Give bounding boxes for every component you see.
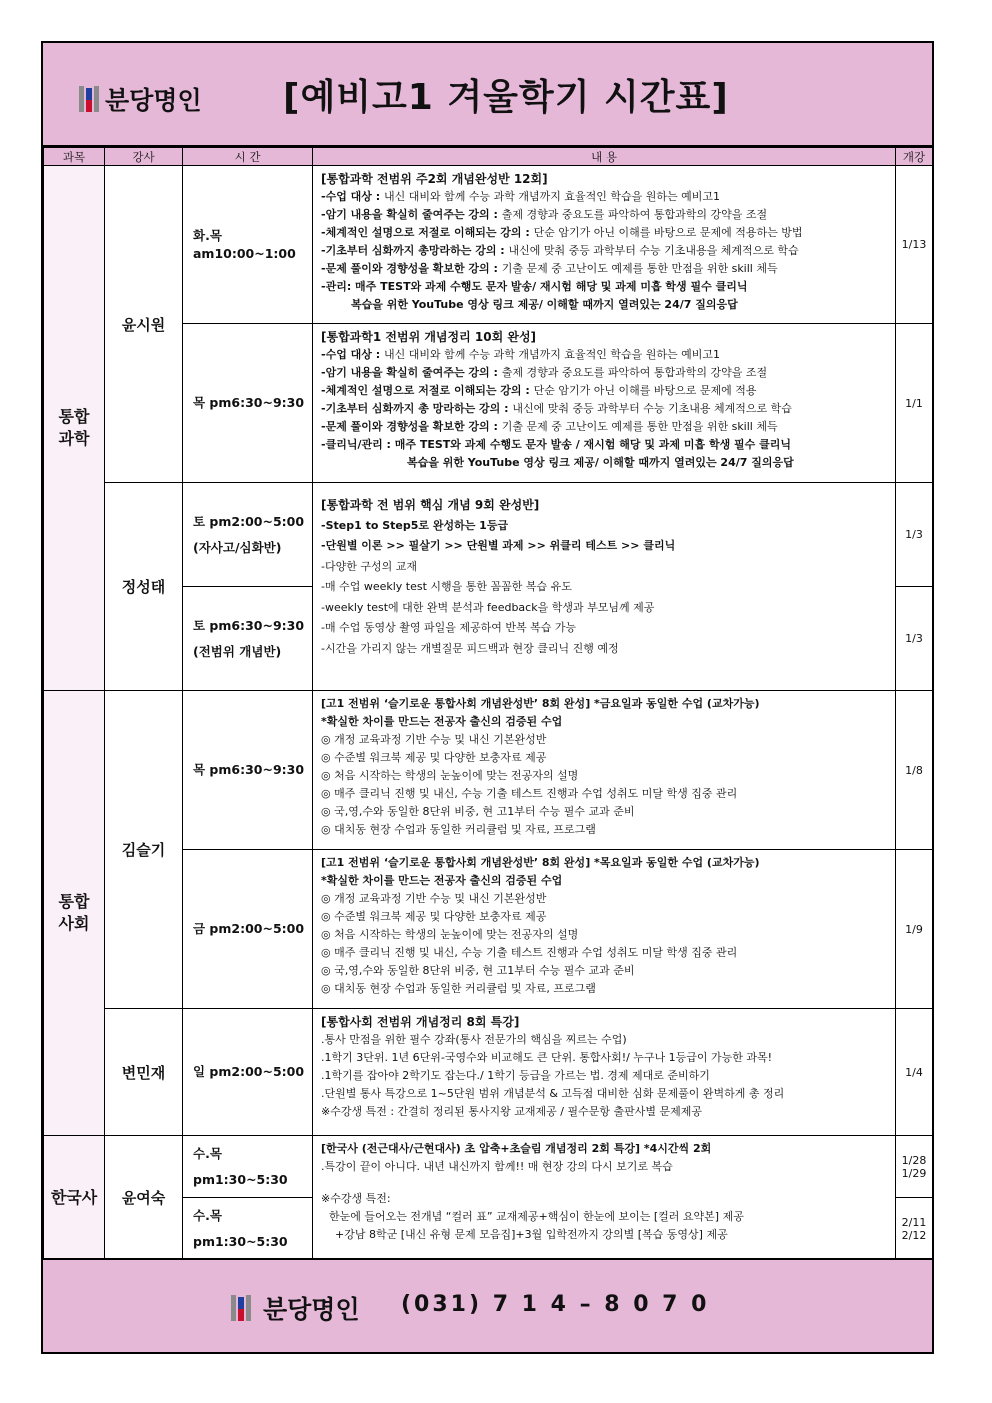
- start-date: 2/11 2/12: [896, 1198, 933, 1260]
- col-header-subject: 과목: [44, 148, 105, 166]
- content-line: ◎ 처음 시작하는 학생의 눈높이에 맞는 전공자의 설명: [321, 769, 579, 782]
- start-date: 1/13: [896, 166, 933, 324]
- content-line: -문제 풀이와 경향성을 확보한 강의 : 기출 문제 중 고난이도 예제를 통한 만점을 위한 skill 체득: [321, 420, 778, 433]
- timetable-frame: [41, 41, 934, 1354]
- content-line: ◎ 국,영,수와 동일한 8단위 비중, 현 고1부터 수능 필수 교과 준비: [321, 805, 635, 818]
- teacher-cell: 윤여숙: [105, 1136, 183, 1260]
- content-line: -암기 내용을 확실히 줄여주는 강의 : 출제 경향과 중요도를 파악하여 통합과학의 강약을 조절: [321, 208, 768, 221]
- logo-icon: [79, 86, 99, 112]
- course-title: [고1 전범위 ‘슬기로운 통합사회 개념완성반’ 8회 완성] *금요일과 동일한 수업 (교차가능): [321, 697, 760, 710]
- time-cell: 목 pm6:30~9:30: [183, 324, 313, 483]
- course-title: [통합사회 전범위 개념정리 8회 특강]: [321, 1015, 520, 1029]
- footer-logo: [231, 1290, 360, 1326]
- content-line: -기초부터 심화까지 총 망라하는 강의 : 내신에 맞춰 중등 과학부터 수능 기초내용 체계적으로 학습: [321, 402, 792, 415]
- start-date: 1/9: [896, 850, 933, 1009]
- course-title: [통합과학1 전범위 개념정리 10회 완성]: [321, 330, 537, 344]
- content-line: .1학기 3단위. 1년 6단위-국영수와 비교해도 큰 단위. 통합사회!/ 누구나 1등급이 가능한 과목!: [321, 1051, 773, 1064]
- content-line: ◎ 개정 교육과정 기반 수능 및 내신 기본완성반: [321, 892, 547, 905]
- content-line: ◎ 수준별 워크북 제공 및 다양한 보충자료 제공: [321, 751, 547, 764]
- phone-number: (031) 7 1 4 – 8 0 7 0: [401, 1292, 710, 1317]
- content-line: -체계적인 설명으로 저절로 이해되는 강의 : 단순 암기가 아닌 이해를 바탕으로 문제에 적용: [321, 384, 757, 397]
- subject-cell: 한국사: [44, 1136, 105, 1260]
- teacher-cell: 윤시원: [105, 166, 183, 483]
- content-cell: [313, 850, 896, 1009]
- content-line: ※수강생 특전 : 간결히 정리된 통사지왕 교재제공 / 필수문항 출판사별 문제제공: [321, 1105, 702, 1118]
- time-cell: 수.목 pm1:30~5:30: [183, 1136, 313, 1198]
- footer-banner: [43, 1258, 932, 1352]
- content-line: .단원별 통사 특강으로 1~5단원 범위 개념분석 & 고득점 대비한 심화 문제풀이 완벽하게 총 정리: [321, 1087, 785, 1100]
- content-line: 복습을 위한 YouTube 영상 링크 제공/ 이해할 때까지 열려있는 24/7 질의응답: [407, 456, 794, 469]
- content-line: -수업 대상 : 내신 대비와 함께 수능 과학 개념까지 효율적인 학습을 원하는 예비고1: [321, 190, 720, 203]
- content-line: ※수강생 특전:: [321, 1192, 391, 1205]
- content-line: -단원별 이론 >> 필살기 >> 단원별 과제 >> 위클리 테스트 >> 클리닉: [321, 539, 676, 552]
- content-line: ◎ 개정 교육과정 기반 수능 및 내신 기본완성반: [321, 733, 547, 746]
- teacher-cell: 변민재: [105, 1009, 183, 1136]
- content-line: -시간을 가리지 않는 개별질문 피드백과 현장 클리닉 진행 예정: [321, 641, 619, 655]
- course-title: [통합과학 전범위 주2회 개념완성반 12회]: [321, 172, 548, 186]
- time-cell: 금 pm2:00~5:00: [183, 850, 313, 1009]
- content-cell: [313, 483, 896, 691]
- content-line: 복습을 위한 YouTube 영상 링크 제공/ 이해할 때까지 열려있는 24/7 질의응답: [351, 298, 738, 311]
- time-cell: 토 pm2:00~5:00 (자사고/심화반): [183, 483, 313, 587]
- content-line: +강남 8학군 [내신 유형 문제 모음집]+3월 입학전까지 강의별 [복습 동영상] 제공: [335, 1228, 728, 1241]
- footer-logo-text: 분당명인: [263, 1295, 360, 1324]
- time-cell: 목 pm6:30~9:30: [183, 691, 313, 850]
- start-date: 1/28 1/29: [896, 1136, 933, 1198]
- header-banner: [43, 43, 932, 147]
- content-line: .통사 만점을 위한 필수 강좌(통사 전문가의 핵심을 찌르는 수업): [321, 1033, 627, 1046]
- content-line: -다양한 구성의 교재: [321, 559, 417, 573]
- content-line: ◎ 대치동 현장 수업과 동일한 커리큘럼 및 자료, 프로그램: [321, 982, 596, 995]
- content-line: 한눈에 들어오는 전개념 “컬러 표” 교재제공+핵심이 한눈에 보이는 [컬러 요약본] 제공: [329, 1210, 744, 1223]
- header-logo: [79, 81, 202, 117]
- content-cell: [313, 324, 896, 483]
- table-row: [44, 483, 933, 587]
- table-row: [44, 166, 933, 324]
- time-cell: 화.목 am10:00~1:00: [183, 166, 313, 324]
- time-cell: 수.목 pm1:30~5:30: [183, 1198, 313, 1260]
- table-row: [44, 691, 933, 850]
- col-header-start: 개강: [896, 148, 933, 166]
- content-line: -암기 내용을 확실히 줄여주는 강의 : 출제 경향과 중요도를 파악하여 통합과학의 강약을 조절: [321, 366, 768, 379]
- start-date: 1/4: [896, 1009, 933, 1136]
- start-date: 1/3: [896, 483, 933, 587]
- header-logo-text: 분당명인: [105, 86, 202, 115]
- content-line: -기초부터 심화까지 총망라하는 강의 : 내신에 맞춰 중등 과학부터 수능 기초내용을 체계적으로 학습: [321, 244, 799, 257]
- time-cell: 일 pm2:00~5:00: [183, 1009, 313, 1136]
- content-line: ◎ 수준별 워크북 제공 및 다양한 보충자료 제공: [321, 910, 547, 923]
- content-line: -수업 대상 : 내신 대비와 함께 수능 과학 개념까지 효율적인 학습을 원하는 예비고1: [321, 348, 720, 361]
- content-line: -Step1 to Step5로 완성하는 1등급: [321, 518, 509, 532]
- content-line: *확실한 차이를 만드는 전공자 출신의 검증된 수업: [321, 715, 563, 728]
- course-title: [고1 전범위 ‘슬기로운 통합사회 개념완성반’ 8회 완성] *목요일과 동일한 수업 (교차가능): [321, 856, 760, 869]
- content-line: -문제 풀이와 경향성을 확보한 강의 : 기출 문제 중 고난이도 예제를 통한 만점을 위한 skill 체득: [321, 262, 778, 275]
- start-date: 1/8: [896, 691, 933, 850]
- start-date: 1/3: [896, 587, 933, 691]
- content-cell: [313, 691, 896, 850]
- content-line: -매 수업 weekly test 시행을 통한 꼼꼼한 복습 유도: [321, 580, 572, 593]
- time-cell: 토 pm6:30~9:30 (전범위 개념반): [183, 587, 313, 691]
- content-line: -클리닉/관리 : 매주 TEST와 과제 수행도 문자 발송 / 재시험 해당 및 과제 미흡 학생 필수 클리닉: [321, 438, 791, 451]
- teacher-cell: 김슬기: [105, 691, 183, 1009]
- table-header-row: [44, 148, 933, 166]
- table-row: [44, 1009, 933, 1136]
- course-title: [통합과학 전 범위 핵심 개념 9회 완성반]: [321, 498, 540, 512]
- content-cell: [313, 1009, 896, 1136]
- content-line: .특강이 끝이 아니다. 내년 내신까지 함께!! 매 현장 강의 다시 보기로 복습: [321, 1160, 673, 1173]
- col-header-content: 내 용: [313, 148, 896, 166]
- content-line: ◎ 국,영,수와 동일한 8단위 비중, 현 고1부터 수능 필수 교과 준비: [321, 964, 635, 977]
- logo-icon: [231, 1295, 251, 1321]
- content-cell: [313, 166, 896, 324]
- start-date: 1/1: [896, 324, 933, 483]
- subject-cell: 통합 과학: [44, 166, 105, 691]
- content-line: ◎ 매주 클리닉 진행 및 내신, 수능 기출 테스트 진행과 수업 성취도 미달 학생 집중 관리: [321, 787, 738, 800]
- content-line: ◎ 매주 클리닉 진행 및 내신, 수능 기출 테스트 진행과 수업 성취도 미달 학생 집중 관리: [321, 946, 738, 959]
- content-line: *확실한 차이를 만드는 전공자 출신의 검증된 수업: [321, 874, 563, 887]
- content-cell: [313, 1136, 896, 1260]
- content-line: ◎ 대치동 현장 수업과 동일한 커리큘럼 및 자료, 프로그램: [321, 823, 596, 836]
- subject-cell: 통합 사회: [44, 691, 105, 1136]
- content-line: .1학기를 잡아야 2학기도 잡는다./ 1학기 등급을 가르는 법. 경제 제대로 준비하기: [321, 1069, 710, 1082]
- col-header-time: 시 간: [183, 148, 313, 166]
- teacher-cell: 정성태: [105, 483, 183, 691]
- table-row: [44, 1136, 933, 1198]
- content-line: -weekly test에 대한 완벽 분석과 feedback을 학생과 부모님께 제공: [321, 600, 655, 614]
- page-title: [예비고1 겨울학기 시간표]: [283, 77, 729, 118]
- col-header-teacher: 강사: [105, 148, 183, 166]
- content-line: -관리: 매주 TEST와 과제 수행도 문자 발송/ 재시험 해당 및 과제 미흡 학생 필수 클리닉: [321, 280, 748, 293]
- content-line: ◎ 처음 시작하는 학생의 눈높이에 맞는 전공자의 설명: [321, 928, 579, 941]
- course-title: [한국사 (전근대사/근현대사) 초 압축+초슬림 개념정리 2회 특강] *4시간씩 2회: [321, 1142, 712, 1155]
- content-line: -체계적인 설명으로 저절로 이해되는 강의 : 단순 암기가 아닌 이해를 바탕으로 문제에 적용하는 방법: [321, 226, 803, 239]
- content-line: -매 수업 동영상 촬영 파일을 제공하여 반복 복습 가능: [321, 621, 577, 634]
- schedule-table: [43, 147, 933, 1260]
